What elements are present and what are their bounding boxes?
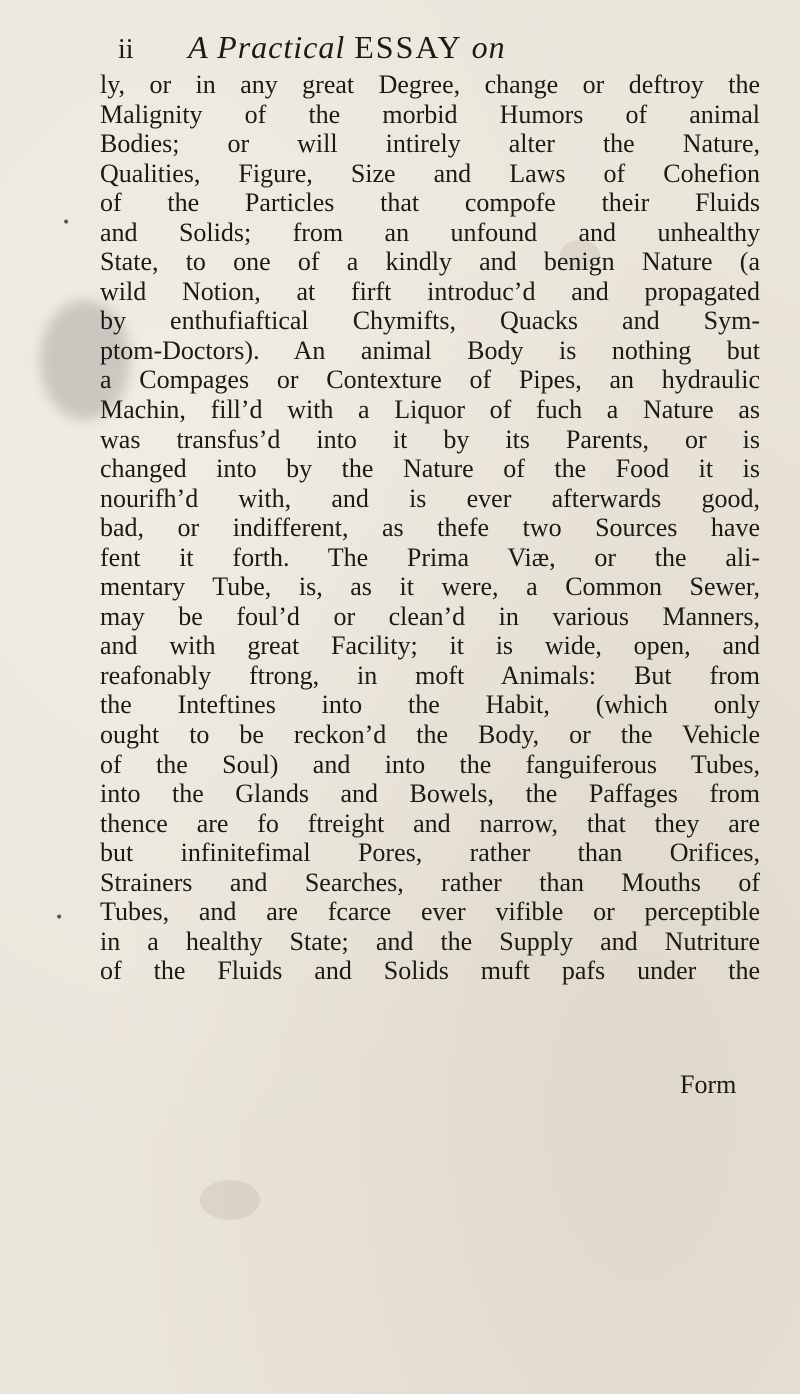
text-line: of the Particles that compofe their Fluids — [100, 188, 760, 218]
text-line: mentary Tube, is, as it were, a Common Sewer, — [100, 572, 760, 602]
text-line: ly, or in any great Degree, change or deftroy the — [100, 70, 760, 99]
text-line: Bodies; or will intirely alter the Nature, — [100, 129, 760, 159]
body-text — [100, 70, 760, 986]
foxing-spot — [200, 1180, 260, 1220]
text-line: the Inteftines into the Habit, (which only — [100, 690, 760, 720]
running-title-italic: A Practical — [188, 29, 346, 65]
text-line: Qualities, Figure, Size and Laws of Cohefion — [100, 158, 760, 188]
text-line: into the Glands and Bowels, the Paffages from — [100, 779, 760, 809]
running-title-caps: ESSAY — [354, 29, 463, 65]
text-line: thence are fo ftreight and narrow, that they are — [100, 808, 760, 838]
text-line: State, to one of a kindly and benign Nature (a — [100, 247, 760, 277]
margin-speck: • — [62, 215, 71, 231]
text-line: ptom-Doctors). An animal Body is nothing but — [100, 335, 760, 365]
text-line: may be foul’d or clean’d in various Manners, — [100, 601, 760, 631]
running-title-end: on — [471, 29, 506, 65]
catchword: Form — [680, 1070, 737, 1099]
page-header — [118, 22, 758, 72]
text-line: Machin, fill’d with a Liquor of fuch a Nature as — [100, 395, 760, 425]
text-line: in a healthy State; and the Supply and Nutriture — [100, 926, 760, 956]
text-line: but infinitefimal Pores, rather than Orifices, — [100, 838, 760, 868]
text-line: of the Fluids and Solids muft pafs under the — [100, 956, 760, 986]
text-line: reafonably ftrong, in moft Animals: But from — [100, 660, 760, 690]
text-line: and with great Facility; it is wide, open, and — [100, 631, 760, 661]
text-line: Malignity of the morbid Humors of animal — [100, 99, 760, 129]
text-line: by enthufiaftical Chymifts, Quacks and Sym- — [100, 306, 760, 336]
text-line: Tubes, and are fcarce ever vifible or perceptible — [100, 897, 760, 927]
text-line: wild Notion, at firft introduc’d and propagated — [100, 276, 760, 306]
text-line: of the Soul) and into the fanguiferous Tubes, — [100, 749, 760, 779]
text-line: fent it forth. The Prima Viæ, or the ali- — [100, 542, 760, 572]
text-line: changed into by the Nature of the Food it is — [100, 454, 760, 484]
margin-speck: • — [55, 910, 64, 926]
text-line: and Solids; from an unfound and unhealthy — [100, 217, 760, 247]
text-line: a Compages or Contexture of Pipes, an hydraulic — [100, 365, 760, 395]
text-line: was transfus’d into it by its Parents, or is — [100, 424, 760, 454]
text-line: ought to be reckon’d the Body, or the Vehicle — [100, 720, 760, 750]
text-line: nourifh’d with, and is ever afterwards good, — [100, 483, 760, 513]
text-line: bad, or indifferent, as thefe two Sources have — [100, 513, 760, 543]
running-title — [188, 22, 505, 72]
folio-number: ii — [118, 34, 134, 65]
text-line: Strainers and Searches, rather than Mouths of — [100, 867, 760, 897]
